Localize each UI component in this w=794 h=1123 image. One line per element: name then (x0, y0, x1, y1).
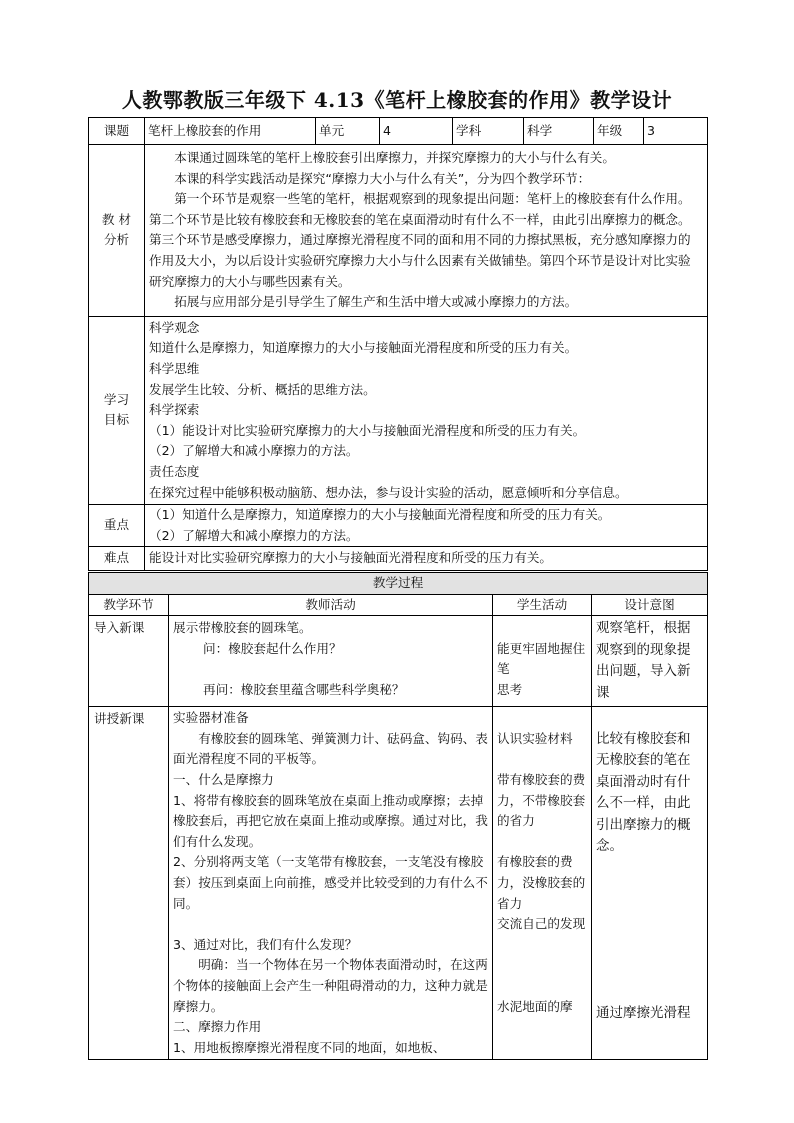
subject-value: 科学 (524, 118, 594, 145)
goal-text-concept: 知道什么是摩擦力，知道摩擦力的大小与接触面光滑程度和所受的压力有关。 (149, 340, 578, 356)
goals-content (145, 316, 708, 504)
goal-heading-concept: 科学观念 (149, 319, 200, 335)
difficulty-row (89, 547, 708, 571)
goals-row (89, 316, 708, 504)
analysis-content (145, 145, 708, 317)
teach-s3: 有橡胶套的费力，没橡胶套的省力 (497, 854, 586, 911)
teach-t7: 明确：当一个物体在另一个物体表面滑动时，在这两个物体的接触面上会产生一种阻碍滑动的力，这种力就是摩擦力。 (173, 957, 488, 1014)
teach-t4: 1、将带有橡胶套的圆珠笔放在桌面上推动或摩擦；去掉橡胶套后，再把它放在桌面上推动或摩擦。通过对比，我们有什么发现。 (173, 792, 488, 849)
grade-value: 3 (644, 118, 708, 145)
teaching-process-table (88, 572, 708, 1060)
key-points-content (145, 505, 708, 547)
teach-intent-1: 比较有橡胶套和无橡胶套的笔在桌面滑动时有什么不一样，由此引出摩擦力的概念。 (596, 730, 691, 855)
intro-teacher-1: 展示带橡胶套的圆珠笔。 (173, 620, 312, 636)
student-gap-2 (497, 749, 587, 770)
goal-text-explore-2: （2）了解增大和减小摩擦力的方法。 (149, 443, 359, 459)
teach-t9: 1、用地板擦摩擦光滑程度不同的地面，如地板、 (173, 1039, 446, 1055)
analysis-p4: 拓展与应用部分是引导学生了解生产和生活中增大或减小摩擦力的方法。 (174, 294, 578, 310)
goal-heading-thinking: 科学思维 (149, 360, 200, 376)
topic-label: 课题 (89, 118, 145, 145)
teach-row (89, 707, 708, 1060)
teach-t1: 实验器材准备 (173, 710, 249, 726)
goals-label: 学习 目标 (89, 316, 145, 504)
goal-text-thinking: 发展学生比较、分析、概括的思维方法。 (149, 381, 376, 397)
intro-student-1: 能更牢固地握住笔 (497, 640, 586, 677)
col-intent: 设计意图 (592, 594, 708, 616)
analysis-row (89, 145, 708, 317)
info-row (89, 118, 708, 145)
teach-intent-2: 通过摩擦光滑程 (596, 1004, 691, 1021)
col-teacher: 教师活动 (169, 594, 493, 616)
teach-intent (592, 707, 708, 1060)
intro-stage: 导入新课 (89, 616, 169, 707)
intro-student-2: 思考 (497, 681, 523, 697)
intro-teacher-2: 问：橡胶套起什么作用？ (203, 640, 342, 656)
col-stage: 教学环节 (89, 594, 169, 616)
teach-gap (173, 914, 488, 935)
key-point-2: （2）了解增大和减小摩擦力的方法。 (149, 527, 359, 543)
goal-heading-explore: 科学探索 (149, 402, 200, 418)
intro-teacher-3: 再问：橡胶套里蕴含哪些科学奥秘？ (203, 681, 405, 697)
col-student: 学生活动 (493, 594, 592, 616)
teach-s4: 交流自己的发现 (497, 916, 586, 932)
teach-t6: 3、通过对比，我们有什么发现？ (173, 936, 358, 952)
student-gap-1 (497, 708, 587, 729)
subject-label: 学科 (453, 118, 524, 145)
intro-student (493, 616, 592, 707)
key-points-label: 重点 (89, 505, 145, 547)
intro-intent: 观察笔杆，根据观察到的现象提出问题，导入新课 (592, 616, 708, 707)
topic-value: 笔杆上橡胶套的作用 (145, 118, 316, 145)
intro-teacher (169, 616, 493, 707)
course-info-table (88, 117, 708, 571)
teach-teacher (169, 707, 493, 1060)
page-title: 人教鄂教版三年级下 4.13《笔杆上橡胶套的作用》教学设计 (121, 88, 673, 112)
intro-gap (173, 659, 488, 680)
process-header-row (89, 573, 708, 595)
teach-s2: 带有橡胶套的费力，不带橡胶套的省力 (497, 771, 586, 829)
teach-t8: 二、摩擦力作用 (173, 1019, 262, 1035)
teach-s5: 水泥地面的摩 (497, 998, 573, 1014)
key-points-row (89, 505, 708, 547)
goal-text-attitude: 在探究过程中能够积极动脑筋、想办法，参与设计实验的活动，愿意倾听和分享信息。 (149, 484, 628, 500)
teach-t5: 2、分别将两支笔（一支笔带有橡胶套，一支笔没有橡胶套）按压到桌面上向前推，感受并比较受到的力有什么不同。 (173, 854, 488, 911)
teach-t3: 一、什么是摩擦力 (173, 771, 274, 787)
teach-s1: 认识实验材料 (497, 730, 573, 746)
analysis-p3: 第一个环节是观察一些笔的笔杆，根据观察到的现象提出问题：笔杆上的橡胶套有什么作用。第二个环节是比较有橡胶套和无橡胶套的笔在桌面滑动时有什么不一样，由此引出摩擦力的概念。第三个环节是感受摩擦力，通过摩擦光滑程度不同的面和用不同的力擦拭黑板，充分感知摩擦力的作用及大小，为以后设计实验研究摩擦力大小与什么因素有关做铺垫。第四个环节是设计对比实验研究摩擦力的大小与哪些因素有关。 (149, 191, 691, 289)
teach-student (493, 707, 592, 1060)
process-header: 教学过程 (89, 573, 708, 595)
intro-student-gap (497, 618, 587, 639)
difficulty-label: 难点 (89, 547, 145, 571)
teach-stage: 讲授新课 (89, 707, 169, 1060)
goal-heading-attitude: 责任态度 (149, 463, 200, 479)
teach-t2: 有橡胶套的圆珠笔、弹簧测力计、砝码盒、钩码、表面光滑程度不同的平板等。 (173, 730, 488, 767)
intent-gap-2 (596, 858, 703, 1003)
key-point-1: （1）知道什么是摩擦力，知道摩擦力的大小与接触面光滑程度和所受的压力有关。 (149, 507, 611, 523)
intent-gap-1 (596, 708, 703, 729)
goal-text-explore-1: （1）能设计对比实验研究摩擦力的大小与接触面光滑程度和所受的压力有关。 (149, 422, 586, 438)
unit-value: 4 (380, 118, 453, 145)
process-columns-row (89, 594, 708, 616)
unit-label: 单元 (316, 118, 380, 145)
analysis-label: 教 材 分析 (89, 145, 145, 317)
student-gap-4 (497, 935, 587, 997)
student-gap-3 (497, 832, 587, 853)
analysis-p1: 本课通过圆珠笔的笔杆上橡胶套引出摩擦力，并探究摩擦力的大小与什么有关。 (174, 150, 615, 165)
grade-label: 年级 (594, 118, 644, 145)
difficulty-content: 能设计对比实验研究摩擦力的大小与接触面光滑程度和所受的压力有关。 (145, 547, 708, 571)
intro-row (89, 616, 708, 707)
analysis-p2: 本课的科学实践活动是探究“摩擦力大小与什么有关”，分为四个教学环节： (174, 170, 591, 186)
